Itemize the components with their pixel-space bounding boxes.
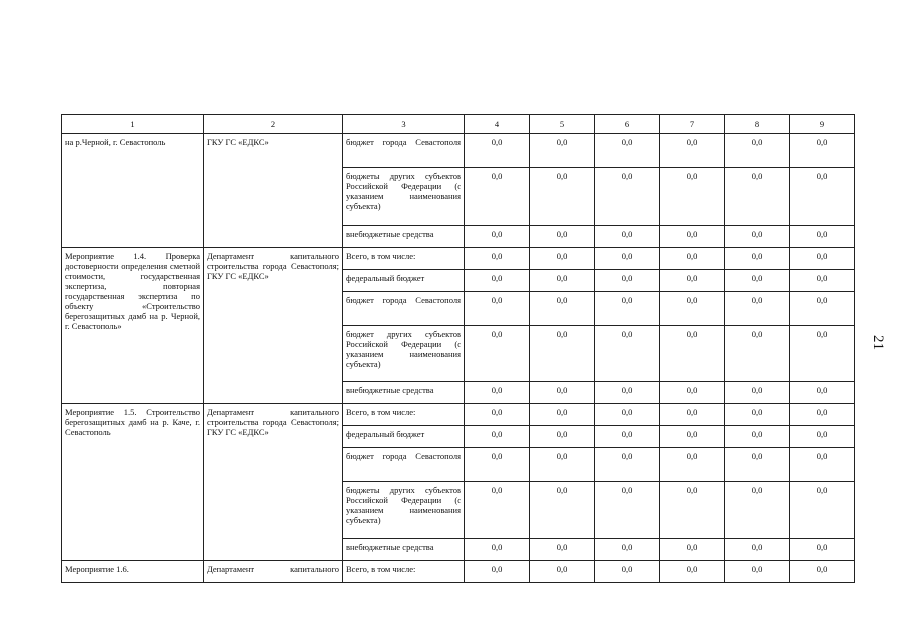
value-cell: 0,0 — [465, 292, 530, 326]
value-cell: 0,0 — [595, 134, 660, 168]
value-cell: 0,0 — [530, 539, 595, 561]
value-cell: 0,0 — [790, 561, 855, 583]
value-cell: 0,0 — [465, 168, 530, 226]
value-cell: 0,0 — [595, 448, 660, 482]
value-cell: 0,0 — [725, 292, 790, 326]
executor-cell: Департамент капитального строительства города Севастополя; ГКУ ГС «ЕДКС» — [204, 248, 343, 404]
value-cell: 0,0 — [725, 539, 790, 561]
value-cell: 0,0 — [465, 539, 530, 561]
value-cell: 0,0 — [660, 382, 725, 404]
value-cell: 0,0 — [465, 226, 530, 248]
value-cell: 0,0 — [530, 426, 595, 448]
budget-table — [61, 114, 855, 583]
value-cell: 0,0 — [790, 134, 855, 168]
value-cell: 0,0 — [660, 426, 725, 448]
column-number: 5 — [530, 115, 595, 134]
value-cell: 0,0 — [595, 404, 660, 426]
value-cell: 0,0 — [790, 168, 855, 226]
column-number: 1 — [62, 115, 204, 134]
table-header-row — [62, 115, 855, 134]
value-cell: 0,0 — [790, 248, 855, 270]
funding-source-cell: внебюджетные средства — [343, 382, 465, 404]
value-cell: 0,0 — [725, 168, 790, 226]
column-number: 3 — [343, 115, 465, 134]
activity-cell: Мероприятие 1.6. — [62, 561, 204, 583]
value-cell: 0,0 — [660, 270, 725, 292]
value-cell: 0,0 — [790, 404, 855, 426]
value-cell: 0,0 — [790, 448, 855, 482]
funding-source-cell: Всего, в том числе: — [343, 561, 465, 583]
value-cell: 0,0 — [725, 404, 790, 426]
column-number: 9 — [790, 115, 855, 134]
value-cell: 0,0 — [595, 226, 660, 248]
value-cell: 0,0 — [595, 382, 660, 404]
value-cell: 0,0 — [465, 326, 530, 382]
value-cell: 0,0 — [530, 248, 595, 270]
executor-cell: Департамент капитального строительства города Севастополя; ГКУ ГС «ЕДКС» — [204, 404, 343, 561]
column-number: 8 — [725, 115, 790, 134]
value-cell: 0,0 — [465, 448, 530, 482]
table-row — [62, 134, 855, 168]
funding-source-cell: федеральный бюджет — [343, 270, 465, 292]
value-cell: 0,0 — [595, 270, 660, 292]
page-number: 21 — [870, 335, 886, 350]
value-cell: 0,0 — [725, 426, 790, 448]
value-cell: 0,0 — [530, 482, 595, 539]
value-cell: 0,0 — [660, 561, 725, 583]
value-cell: 0,0 — [660, 404, 725, 426]
value-cell: 0,0 — [790, 539, 855, 561]
activity-cell: Мероприятие 1.5. Строительство берегозащитных дамб на р. Каче, г. Севастополь — [62, 404, 204, 561]
value-cell: 0,0 — [595, 168, 660, 226]
value-cell: 0,0 — [465, 382, 530, 404]
value-cell: 0,0 — [595, 326, 660, 382]
funding-source-cell: федеральный бюджет — [343, 426, 465, 448]
table-row — [62, 404, 855, 426]
value-cell: 0,0 — [790, 270, 855, 292]
funding-source-cell: бюджет других субъектов Российской Федерации (с указанием наименования субъекта) — [343, 326, 465, 382]
value-cell: 0,0 — [660, 226, 725, 248]
funding-source-cell: бюджет города Севастополя — [343, 292, 465, 326]
value-cell: 0,0 — [725, 448, 790, 482]
value-cell: 0,0 — [465, 248, 530, 270]
value-cell: 0,0 — [660, 326, 725, 382]
value-cell: 0,0 — [530, 292, 595, 326]
value-cell: 0,0 — [530, 326, 595, 382]
executor-cell: ГКУ ГС «ЕДКС» — [204, 134, 343, 248]
value-cell: 0,0 — [530, 561, 595, 583]
funding-source-cell: внебюджетные средства — [343, 539, 465, 561]
value-cell: 0,0 — [725, 270, 790, 292]
value-cell: 0,0 — [725, 382, 790, 404]
value-cell: 0,0 — [465, 134, 530, 168]
executor-cell: Департамент капитального — [204, 561, 343, 583]
value-cell: 0,0 — [660, 482, 725, 539]
value-cell: 0,0 — [465, 426, 530, 448]
value-cell: 0,0 — [790, 426, 855, 448]
value-cell: 0,0 — [790, 326, 855, 382]
value-cell: 0,0 — [790, 226, 855, 248]
funding-source-cell: бюджет города Севастополя — [343, 448, 465, 482]
value-cell: 0,0 — [530, 382, 595, 404]
value-cell: 0,0 — [465, 482, 530, 539]
column-number: 4 — [465, 115, 530, 134]
value-cell: 0,0 — [530, 448, 595, 482]
column-number: 2 — [204, 115, 343, 134]
value-cell: 0,0 — [595, 561, 660, 583]
value-cell: 0,0 — [725, 134, 790, 168]
value-cell: 0,0 — [595, 292, 660, 326]
funding-source-cell: внебюджетные средства — [343, 226, 465, 248]
value-cell: 0,0 — [595, 482, 660, 539]
activity-cell: на р.Черной, г. Севастополь — [62, 134, 204, 248]
value-cell: 0,0 — [465, 561, 530, 583]
value-cell: 0,0 — [465, 404, 530, 426]
column-number: 6 — [595, 115, 660, 134]
value-cell: 0,0 — [725, 326, 790, 382]
value-cell: 0,0 — [790, 292, 855, 326]
column-number: 7 — [660, 115, 725, 134]
value-cell: 0,0 — [530, 270, 595, 292]
value-cell: 0,0 — [725, 482, 790, 539]
value-cell: 0,0 — [595, 539, 660, 561]
funding-source-cell: Всего, в том числе: — [343, 248, 465, 270]
value-cell: 0,0 — [660, 448, 725, 482]
value-cell: 0,0 — [725, 248, 790, 270]
value-cell: 0,0 — [465, 270, 530, 292]
funding-source-cell: бюджет города Севастополя — [343, 134, 465, 168]
value-cell: 0,0 — [660, 168, 725, 226]
activity-cell: Мероприятие 1.4. Проверка достоверности определения сметной стоимости, государственная экспертиза, повторная государственная экспертиза по объекту «Строительство берегозащитных дамб на р. Черной, г. Севастополь» — [62, 248, 204, 404]
value-cell: 0,0 — [660, 248, 725, 270]
funding-source-cell: бюджеты других субъектов Российской Федерации (с указанием наименования субъекта) — [343, 168, 465, 226]
table-row — [62, 561, 855, 583]
value-cell: 0,0 — [660, 134, 725, 168]
table-row — [62, 248, 855, 270]
value-cell: 0,0 — [660, 292, 725, 326]
funding-source-cell: Всего, в том числе: — [343, 404, 465, 426]
value-cell: 0,0 — [530, 404, 595, 426]
value-cell: 0,0 — [530, 134, 595, 168]
value-cell: 0,0 — [530, 168, 595, 226]
value-cell: 0,0 — [725, 561, 790, 583]
value-cell: 0,0 — [530, 226, 595, 248]
value-cell: 0,0 — [660, 539, 725, 561]
value-cell: 0,0 — [595, 248, 660, 270]
value-cell: 0,0 — [595, 426, 660, 448]
value-cell: 0,0 — [725, 226, 790, 248]
value-cell: 0,0 — [790, 482, 855, 539]
value-cell: 0,0 — [790, 382, 855, 404]
funding-source-cell: бюджеты других субъектов Российской Федерации (с указанием наименования субъекта) — [343, 482, 465, 539]
